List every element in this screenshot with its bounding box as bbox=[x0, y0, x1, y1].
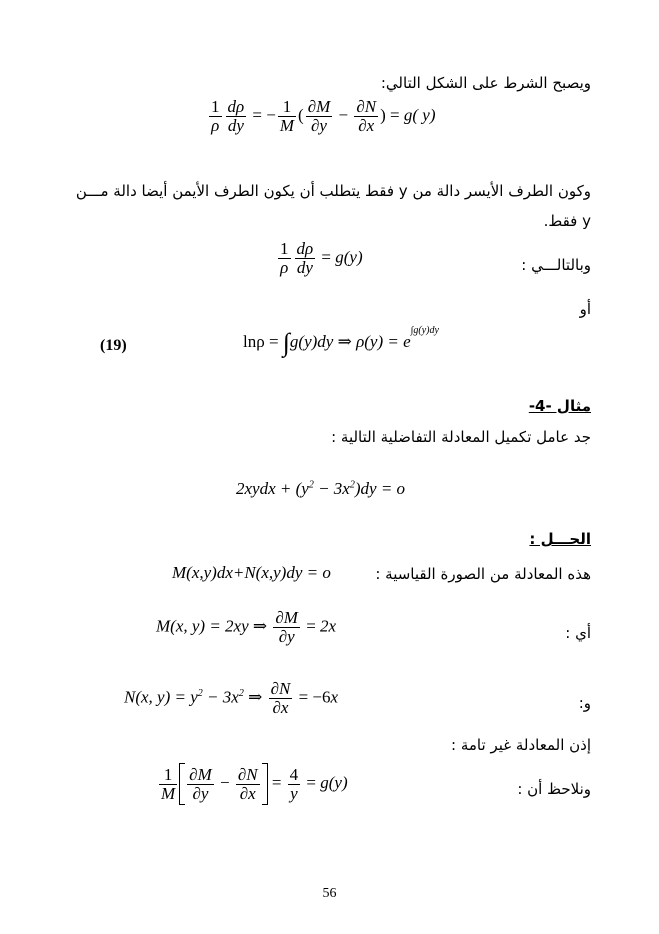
equation-therefore: $\frac{1}{\rho}$ $\frac{d\rho}{dy}$ = g(y) bbox=[280, 239, 363, 277]
text-we-note: ونلاحظ أن : bbox=[517, 780, 591, 798]
text-find-factor: جد عامل تكميل المعادلة التفاضلية التالية : bbox=[331, 428, 591, 446]
equation-condition: $\frac{1}{\rho}$ $\frac{d\rho}{dy}$ = − $\frac{1}{M}$ ( $\frac{\partial M}{\partial y}$ − $\frac{\partial N}{\partial x}$ ) = g( y) bbox=[211, 97, 436, 135]
text-condition-form: ويصبح الشرط على الشكل التالي: bbox=[380, 74, 591, 92]
equation-example: 2xydx + $(y^2 - 3x^2)dy = o$ bbox=[236, 479, 406, 498]
page-number: 56 bbox=[322, 886, 337, 901]
equation-number: (19) bbox=[100, 337, 127, 354]
text-left-side-function: وكون الطرف الأيسر دالة من y فقط يتطلب أن يكون الطرف الأيمن أيضا دالة مـــن bbox=[75, 182, 591, 200]
equation-standard-form: M(x,y)dx+N(x,y)dy = o bbox=[172, 563, 331, 582]
equation-n: N(x, $y) = y^2 - 3x^2$ ⇒ $\frac{\partial N}{\partial x}$ = −6x bbox=[124, 679, 339, 717]
equation-final: $\frac{1}{M}$ $\frac{\partial M}{\partial y}$ − $\frac{\partial N}{\partial x}$ = $\frac{4}{y}$ = g(y) bbox=[157, 763, 348, 805]
text-and: و: bbox=[578, 694, 591, 712]
text-therefore: وبالتالـــي : bbox=[521, 256, 591, 274]
text-only-y: y فقط. bbox=[543, 212, 591, 230]
solution-title: الحـــل : bbox=[529, 530, 591, 548]
text-or: أو bbox=[579, 300, 591, 318]
text-not-exact: إذن المعادلة غير تامة : bbox=[451, 736, 591, 754]
example-title: مثال -4- bbox=[528, 397, 591, 415]
equation-19: lnρ = ∫g(y)dy ⇒ $\rho(y) = e^{\int g(y)dy}$ bbox=[243, 324, 439, 357]
text-standard-form: هذه المعادلة من الصورة القياسية : bbox=[375, 565, 591, 583]
text-that-is: أي : bbox=[565, 624, 591, 642]
equation-m: M(x, y) = 2xy ⇒ $\frac{\partial M}{\partial y}$ = 2x bbox=[156, 608, 337, 646]
